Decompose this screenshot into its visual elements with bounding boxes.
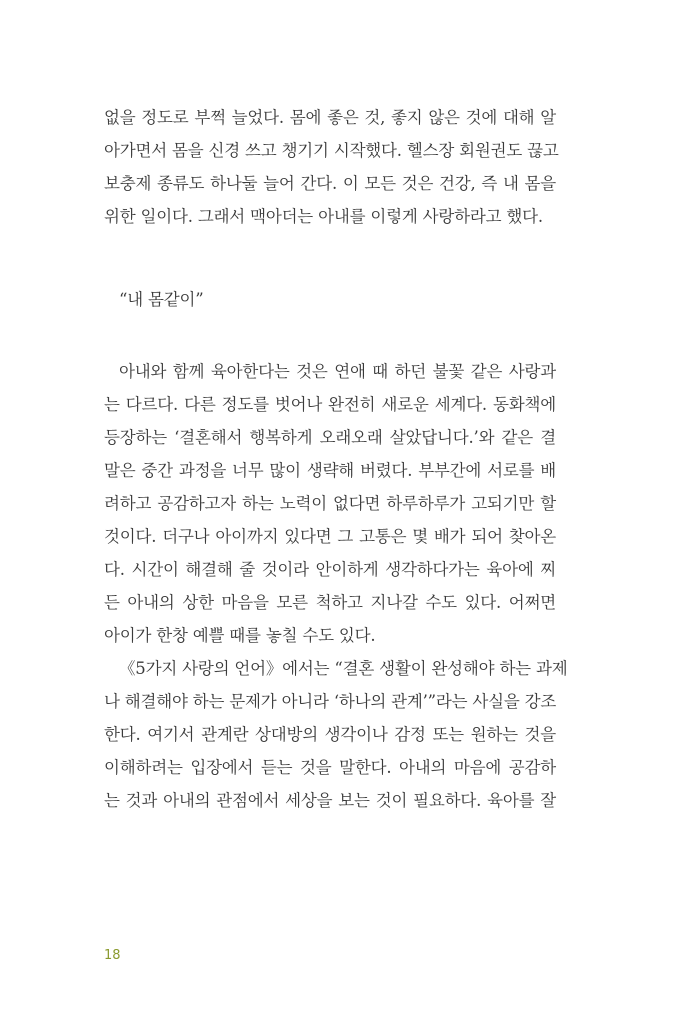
text-line: 한다. 여기서 관계란 상대방의 생각이나 감정 또는 원하는 것을 bbox=[104, 725, 556, 744]
text-line: 려하고 공감하고자 하는 노력이 없다면 하루하루가 고되기만 할 bbox=[104, 494, 556, 513]
text-line: 나 해결해야 하는 문제가 아니라 ‘하나의 관계’”라는 사실을 강조 bbox=[104, 692, 557, 711]
text-line: 이해하려는 입장에서 듣는 것을 말한다. 아내의 마음에 공감하 bbox=[104, 758, 556, 777]
paragraph-body bbox=[104, 355, 568, 817]
text-line: 것이다. 더구나 아이까지 있다면 그 고통은 몇 배가 되어 찾아온 bbox=[104, 527, 556, 546]
text-line: 다. 시간이 해결해 줄 것이라 안이하게 생각하다가는 육아에 찌 bbox=[104, 560, 556, 579]
quote-text: “내 몸같이” bbox=[119, 290, 204, 309]
text-line: 《5가지 사랑의 언어》에서는 “결혼 생활이 완성해야 하는 과제 bbox=[119, 659, 568, 678]
quote-heading bbox=[119, 283, 571, 316]
text-line: 는 다르다. 다른 정도를 벗어나 완전히 새로운 세계다. 동화책에 bbox=[104, 395, 556, 414]
page-number: 18 bbox=[104, 948, 121, 963]
text-line: 보충제 종류도 하나둘 늘어 간다. 이 모든 것은 건강, 즉 내 몸을 bbox=[104, 174, 556, 193]
text-line: 아가면서 몸을 신경 쓰고 챙기기 시작했다. 헬스장 회원권도 끊고 bbox=[104, 141, 559, 160]
text-line: 든 아내의 상한 마음을 모른 척하고 지나갈 수도 있다. 어쩌면 bbox=[104, 593, 556, 612]
text-line: 없을 정도로 부쩍 늘었다. 몸에 좋은 것, 좋지 않은 것에 대해 알 bbox=[104, 108, 556, 127]
text-line: 말은 중간 과정을 너무 많이 생략해 버렸다. 부부간에 서로를 배 bbox=[104, 461, 556, 480]
text-line: 위한 일이다. 그래서 맥아더는 아내를 이렇게 사랑하라고 했다. bbox=[104, 207, 543, 226]
text-line: 아이가 한창 예쁠 때를 놓칠 수도 있다. bbox=[104, 626, 376, 645]
text-line: 아내와 함께 육아한다는 것은 연애 때 하던 불꽃 같은 사랑과 bbox=[119, 362, 556, 381]
paragraph-intro bbox=[104, 101, 559, 233]
text-line: 등장하는 ‘결혼해서 행복하게 오래오래 살았답니다.’와 같은 결 bbox=[104, 428, 556, 447]
text-line: 는 것과 아내의 관점에서 세상을 보는 것이 필요하다. 육아를 잘 bbox=[104, 791, 556, 810]
